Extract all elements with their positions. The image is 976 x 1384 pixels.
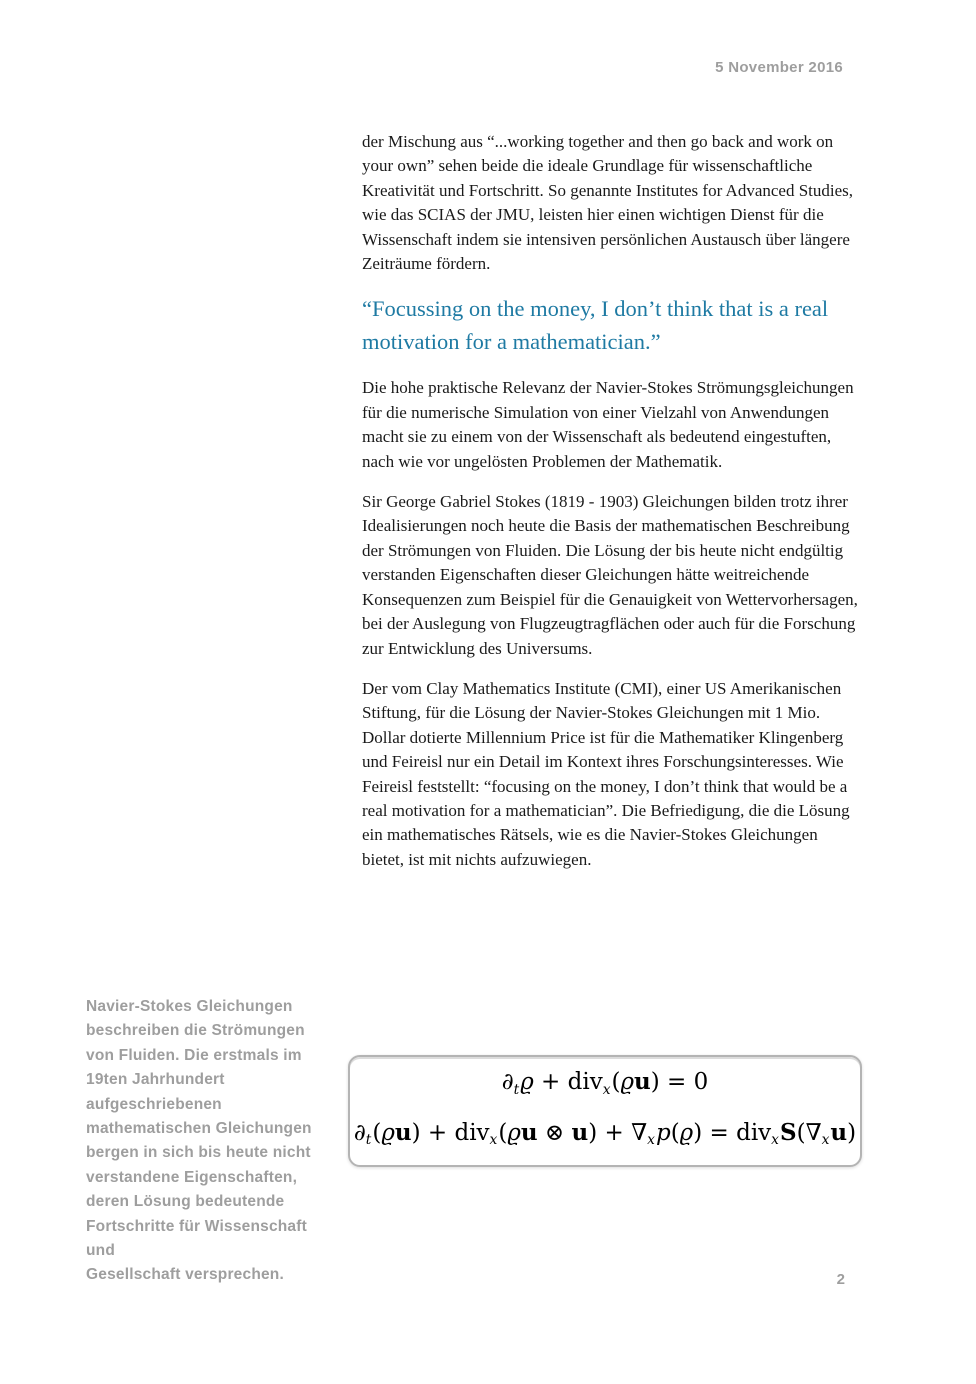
pull-quote: “Focussing on the money, I don’t think that is a real motivation for a mathematician.” — [362, 296, 829, 355]
sidebar-caption-line: Navier-Stokes Gleichungen — [86, 998, 293, 1015]
article-paragraph-4: Der vom Clay Mathematics Institute (CMI), einer US Amerikanischen Stiftung, für die Lösung der Navier-Stokes Gleichungen mit 1 Mio. Dollar dotierte Millennium Price ist für die Mathematiker Klingenberg und Feireisl nur ein Detail im Kontext ihres Forschungsinteresses. Wie Feireisl feststellt: “focusing on the money, I don’t think that would be a real motivation for a mathematician”. Die Befriedigung, die die Lösung ein mathematisches Rätsels, wie es die Navier-Stokes Gleichungen bietet, ist mit nichts aufzuwiegen. — [362, 678, 850, 869]
header-date: 5 November 2016 — [715, 59, 843, 76]
sidebar-caption-line: verstandene Eigenschaften, — [86, 1168, 298, 1186]
equation-momentum-conservation: ∂t(ϱu) + divx(ϱu ⊗ u) + ∇xp(ϱ) = divxS(∇xu) — [353, 1118, 857, 1148]
sidebar-caption-line: Fortschritte für Wissenschaft und — [86, 1217, 307, 1260]
sidebar-caption-line: deren Lösung bedeutende — [86, 1193, 285, 1211]
sidebar-caption-line: mathematischen Gleichungen — [86, 1120, 312, 1138]
sidebar-caption-line: Gesellschaft versprechen. — [86, 1266, 284, 1284]
sidebar-caption-line: bergen in sich bis heute nicht — [86, 1144, 311, 1162]
sidebar-caption-line: beschreiben die Strömungen — [86, 1022, 305, 1040]
sidebar-caption-line: 19ten Jahrhundert — [86, 1071, 225, 1089]
page-number: 2 — [836, 1271, 845, 1288]
navier-stokes-equation-box — [348, 1055, 862, 1167]
article-paragraph-1: der Mischung aus “...working together and then go back and work on your own” sehen beide die ideale Grundlage für wissenschaftliche Kreativität und Fortschritt. So genannte Institutes for Advanced Studies, wie das SCIAS der JMU, leisten hier einen wichtigen Dienst für die Wissenschaft indem sie intensiven persönlichen Austausch über längere Zeiträume fördern. — [362, 132, 854, 274]
sidebar-caption-line: von Fluiden. Die erstmals im — [86, 1046, 302, 1064]
sidebar-caption — [86, 995, 331, 1288]
article-column — [362, 130, 862, 888]
article-paragraph-3: Sir George Gabriel Stokes (1819 - 1903) Gleichungen bilden trotz ihrer Idealisierungen noch heute die Basis der mathematischen Beschreibung der Strömungen von Fluiden. Die Lösung der bis heute nicht endgültig verstanden Eigenschaften dieser Gleichungen hätte weitreichende Konsequenzen zum Beispiel für die Genauigkeit von Wettervorhersagen, bei der Auslegung von Flugzeugtragflächen oder auch für die Forschung zur Entwicklung des Universums. — [362, 492, 858, 658]
sidebar-caption-line: aufgeschriebenen — [86, 1095, 222, 1113]
article-paragraph-2: Die hohe praktische Relevanz der Navier-Stokes Strömungsgleichungen für die numerische Simulation von einer Vielzahl von Anwendungen macht sie zu einem von der Wissenschaft als bedeutend eingestuften, nach wie vor ungelösten Problemen der Mathematik. — [362, 378, 854, 471]
equation-mass-conservation: ∂tϱ + divx(ϱu) = 0 — [501, 1068, 709, 1098]
